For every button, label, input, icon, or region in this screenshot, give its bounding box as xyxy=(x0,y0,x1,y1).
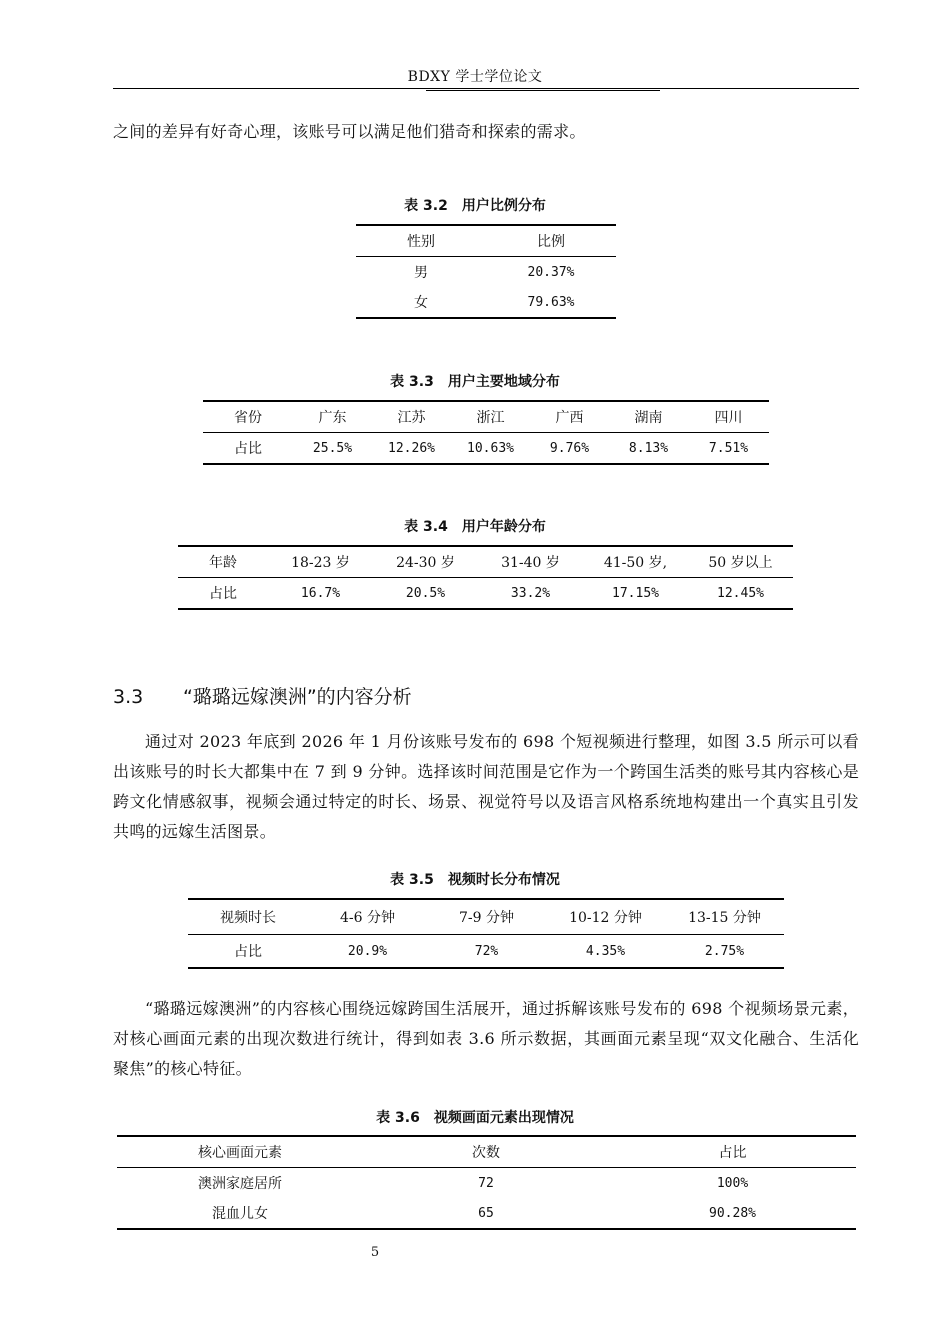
table-header-cell: 10-12 分钟 xyxy=(546,899,665,935)
table-cell: 12.26% xyxy=(372,433,451,465)
table-header-cell: 占比 xyxy=(609,1136,856,1168)
table-3-2 xyxy=(356,224,616,319)
header-rule xyxy=(113,88,859,89)
table-cell: 澳洲家庭居所 xyxy=(198,1176,282,1192)
table-cell: 90.28% xyxy=(609,1198,856,1229)
table-cell: 65 xyxy=(363,1198,609,1229)
table-header-cell: 41-50 岁, xyxy=(583,546,688,578)
table-cell: 33.2% xyxy=(478,578,583,610)
running-header: BDXY 学士学位论文 xyxy=(407,69,543,85)
table-cell: 占比 xyxy=(203,433,293,465)
table-header-cell: 次数 xyxy=(363,1136,609,1168)
table-header-cell: 四川 xyxy=(688,401,769,433)
table-cell: 20.5% xyxy=(373,578,478,610)
table-cell: 2.75% xyxy=(665,935,784,969)
table-header-cell: 视频时长 xyxy=(188,899,308,935)
table-header-cell: 13-15 分钟 xyxy=(665,899,784,935)
table-cell: 10.63% xyxy=(451,433,530,465)
table-cell: 4.35% xyxy=(546,935,665,969)
table-cell: 占比 xyxy=(188,935,308,969)
table-cell: 16.7% xyxy=(268,578,373,610)
table-cell: 25.5% xyxy=(293,433,372,465)
table-cell: 占比 xyxy=(178,578,268,610)
table-3-5-caption: 表 3.5 视频时长分布情况 xyxy=(390,872,560,888)
table-cell: 9.76% xyxy=(530,433,609,465)
table-3-6-caption: 表 3.6 视频画面元素出现情况 xyxy=(376,1110,574,1126)
table-3-3-caption: 表 3.3 用户主要地域分布 xyxy=(390,374,560,390)
table-cell: 混血儿女 xyxy=(117,1198,363,1229)
section-number: 3.3 xyxy=(113,686,144,708)
table-header-cell: 年龄 xyxy=(178,546,268,578)
table-3-6 xyxy=(117,1135,856,1230)
page-number: 5 xyxy=(370,1245,380,1260)
table-header-cell: 24-30 岁 xyxy=(373,546,478,578)
table-header-cell: 比例 xyxy=(486,225,616,257)
table-3-4-caption: 表 3.4 用户年龄分布 xyxy=(404,519,546,535)
table-3-3 xyxy=(203,400,769,465)
table-cell: 7.51% xyxy=(688,433,769,465)
table-header-cell: 广东 xyxy=(293,401,372,433)
section-title: “璐璐远嫁澳洲”的内容分析 xyxy=(183,686,412,708)
table-cell: 17.15% xyxy=(583,578,688,610)
table-header-cell: 江苏 xyxy=(372,401,451,433)
table-header-cell: 7-9 分钟 xyxy=(427,899,546,935)
table-header-cell: 18-23 岁 xyxy=(268,546,373,578)
table-cell: 男 xyxy=(414,265,428,281)
table-cell: 100% xyxy=(716,1175,749,1191)
table-header-cell: 湖南 xyxy=(609,401,688,433)
table-cell: 12.45% xyxy=(688,578,793,610)
continued-paragraph: 之间的差异有好奇心理，该账号可以满足他们猎奇和探索的需求。 xyxy=(113,122,586,141)
body-paragraph: 通过对 2023 年底到 2026 年 1 月份该账号发布的 698 个短视频进行整理，如图 3.5 所示可以看出该账号的时长大都集中在 7 到 9 分钟。选择该时间范围是它作为一个跨国生活类的账号其内容核心是跨文化情感叙事，视频会通过特定的时长、场景、视觉符号以及语言风格系统地构建出一个真实且引发共鸣的远嫁生活图景。 xyxy=(113,732,859,841)
table-cell: 72% xyxy=(427,935,546,969)
table-cell: 20.37% xyxy=(527,264,575,280)
table-header-cell: 4-6 分钟 xyxy=(308,899,427,935)
table-3-4 xyxy=(178,545,793,610)
table-3-5 xyxy=(188,898,784,969)
table-3-2-caption: 表 3.2 用户比例分布 xyxy=(404,198,546,214)
table-header-cell: 省份 xyxy=(203,401,293,433)
table-cell: 72 xyxy=(478,1175,494,1191)
table-cell: 79.63% xyxy=(486,287,616,318)
table-header-cell: 50 岁以上 xyxy=(688,546,793,578)
table-header-cell: 性别 xyxy=(356,225,486,257)
header-rule-secondary xyxy=(426,90,660,91)
table-cell: 20.9% xyxy=(308,935,427,969)
table-header-cell: 广西 xyxy=(530,401,609,433)
table-header-cell: 核心画面元素 xyxy=(117,1136,363,1168)
table-header-cell: 浙江 xyxy=(451,401,530,433)
table-header-cell: 31-40 岁 xyxy=(478,546,583,578)
table-cell: 8.13% xyxy=(609,433,688,465)
body-paragraph: “璐璐远嫁澳洲”的内容核心围绕远嫁跨国生活展开，通过拆解该账号发布的 698 个视频场景元素，对核心画面元素的出现次数进行统计，得到如表 3.6 所示数据，其画面元素呈现“双文化融合、生活化聚焦”的核心特征。 xyxy=(113,999,859,1078)
table-cell: 女 xyxy=(356,287,486,318)
section-heading xyxy=(113,682,412,709)
